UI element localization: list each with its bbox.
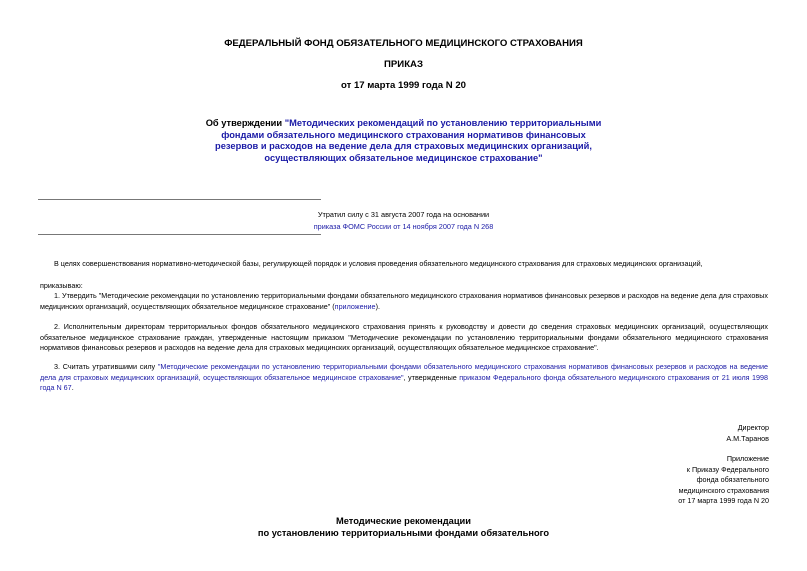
doc-type-heading: ПРИКАЗ	[384, 59, 423, 70]
org-heading: ФЕДЕРАЛЬНЫЙ ФОНД ОБЯЗАТЕЛЬНОГО МЕДИЦИНСКОГО СТРАХОВАНИЯ	[224, 38, 583, 49]
signature-position: Директор	[737, 423, 769, 432]
preamble: В целях совершенствования нормативно-методической базы, регулирующей порядок и условия проведения обязательного медицинского страхования для страховых медицинских организаций,	[54, 259, 703, 268]
item-3-mid: , утвержденные	[403, 372, 460, 382]
divider-top	[38, 199, 321, 200]
repealed-doc-link[interactable]: "Методические рекомендации по установлению территориальными фондами обязательного медицинского страхования нормативов финансовых резервов и расходов на ведение дела для страховых медицинских организаций, осуществляющих обязательное медицинское страхование"	[40, 362, 768, 382]
status-text: Утратил силу с 31 августа 2007 года на основании	[317, 210, 490, 219]
item-3-end: .	[71, 383, 74, 392]
signature-name: А.М.Таранов	[726, 433, 769, 443]
divider-bottom	[38, 234, 321, 235]
appendix-title-line-2: по установлению территориальными фондами обязательного	[257, 527, 550, 538]
appendix-line-2: к Приказу Федерального	[686, 464, 769, 474]
item-1	[40, 291, 768, 312]
appendix-line-4: медицинского страхования	[678, 485, 769, 495]
appendix-link[interactable]: приложение	[334, 301, 376, 311]
order-word: приказываю:	[40, 281, 83, 290]
item-3	[40, 362, 768, 394]
item-1-text: 1. Утвердить "Методические рекомендации по установлению территориальными фондами обязательного медицинского страхования нормативов финансовых резервов и расходов на ведение дела для страховых медицинских организаций, осуществляющих обязательное медицинское страхование" (	[40, 291, 768, 311]
appendix-title	[0, 516, 807, 540]
status-note	[200, 209, 607, 233]
appendix-line-1: Приложение	[726, 454, 769, 463]
doc-title-link[interactable]: "Методических рекомендаций по установлению территориальными фондами обязательного медицинского страхования нормативов финансовых резервов и расходов на ведение дела для страховых медицинских организаций, осуществляющих обязательное медицинское страхование"	[215, 118, 602, 163]
appendix-block	[678, 454, 769, 507]
item-1-end: ).	[375, 301, 380, 311]
appendix-line-3: фонда обязательного	[696, 475, 769, 485]
doc-date-number: от 17 марта 1999 года N 20	[340, 80, 467, 91]
doc-title-prefix: Об утверждении	[205, 118, 285, 128]
status-link[interactable]: приказа ФОМС России от 14 ноября 2007 года N 268	[313, 222, 494, 231]
item-3-text: 3. Считать утратившими силу	[54, 362, 158, 371]
appendix-title-line-1: Методические рекомендации	[336, 516, 471, 526]
signature-block	[726, 423, 769, 444]
doc-title	[200, 118, 607, 164]
order-67-link[interactable]: приказом Федерального фонда обязательного медицинского страхования от 21 июля 1998 года N 67	[40, 372, 769, 392]
item-2: 2. Исполнительным директорам территориальных фондов обязательного медицинского страхования принять к руководству и довести до сведения страховых медицинских организаций, осуществляющих обязательное медицинское страхование граждан, утвержденные настоящим приказом "Методические рекомендации по установлению территориальными фондами обязательного медицинского страхования нормативов финансовых резервов и расходов на ведение дела для страховых медицинских организаций, осуществляющих обязательное медицинское страхование".	[40, 322, 768, 352]
appendix-line-5: от 17 марта 1999 года N 20	[678, 496, 769, 506]
